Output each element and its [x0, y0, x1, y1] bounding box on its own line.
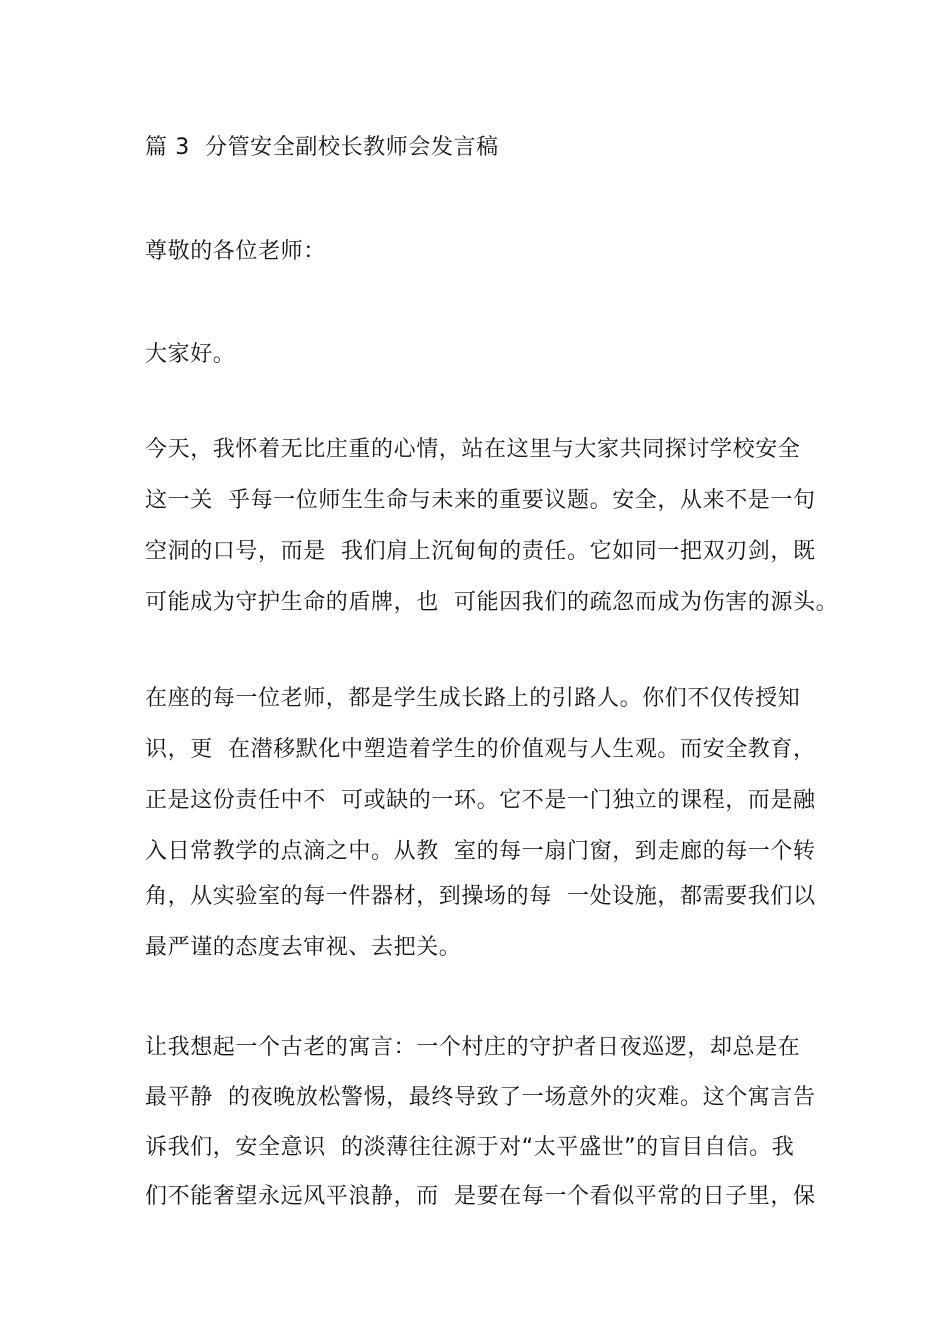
paragraph-line: 空洞的口号，而是 我们肩上沉甸甸的责任。它如同一把双刃剑，既 — [145, 539, 816, 564]
paragraph-line: 最平静 的夜晚放松警惕，最终导致了一场意外的灾难。这个寓言告 — [145, 1085, 816, 1110]
paragraph-line: 今天，我怀着无比庄重的心情，站在这里与大家共同探讨学校安全 — [145, 437, 801, 462]
salutation: 尊敬的各位老师： — [145, 239, 326, 264]
paragraph-line: 们不能奢望永远风平浪静，而 是要在每一个看似平常的日子里，保 — [145, 1184, 816, 1209]
paragraph-line: 可能成为守护生命的盾牌，也 可能因我们的疏忽而成为伤害的源头。 — [145, 590, 839, 615]
greeting: 大家好。 — [145, 342, 236, 367]
paragraph-line: 这一关 乎每一位师生生命与未来的重要议题。安全，从来不是一句 — [145, 488, 816, 513]
paragraph-line: 角，从实验室的每一件器材，到操场的每 一处设施，都需要我们以 — [145, 884, 816, 909]
paragraph-line: 让我想起一个古老的寓言：一个村庄的守护者日夜巡逻，却总是在 — [145, 1035, 801, 1060]
paragraph-line: 诉我们，安全意识 的淡薄往往源于对“太平盛世”的盲目自信。我 — [145, 1135, 795, 1160]
paragraph-line: 在座的每一位老师，都是学生成长路上的引路人。你们不仅传授知 — [145, 686, 801, 711]
paragraph-line: 识，更 在潜移默化中塑造着学生的价值观与人生观。而安全教育， — [145, 737, 816, 762]
paragraph-line: 入日常教学的点滴之中。从教 室的每一扇门窗，到走廊的每一个转 — [145, 839, 816, 864]
document-title: 篇 3 分管安全副校长教师会发言稿 — [145, 135, 499, 160]
paragraph-line: 正是这份责任中不 可或缺的一环。它不是一门独立的课程，而是融 — [145, 788, 816, 813]
paragraph-line: 最严谨的态度去审视、去把关。 — [145, 935, 462, 960]
